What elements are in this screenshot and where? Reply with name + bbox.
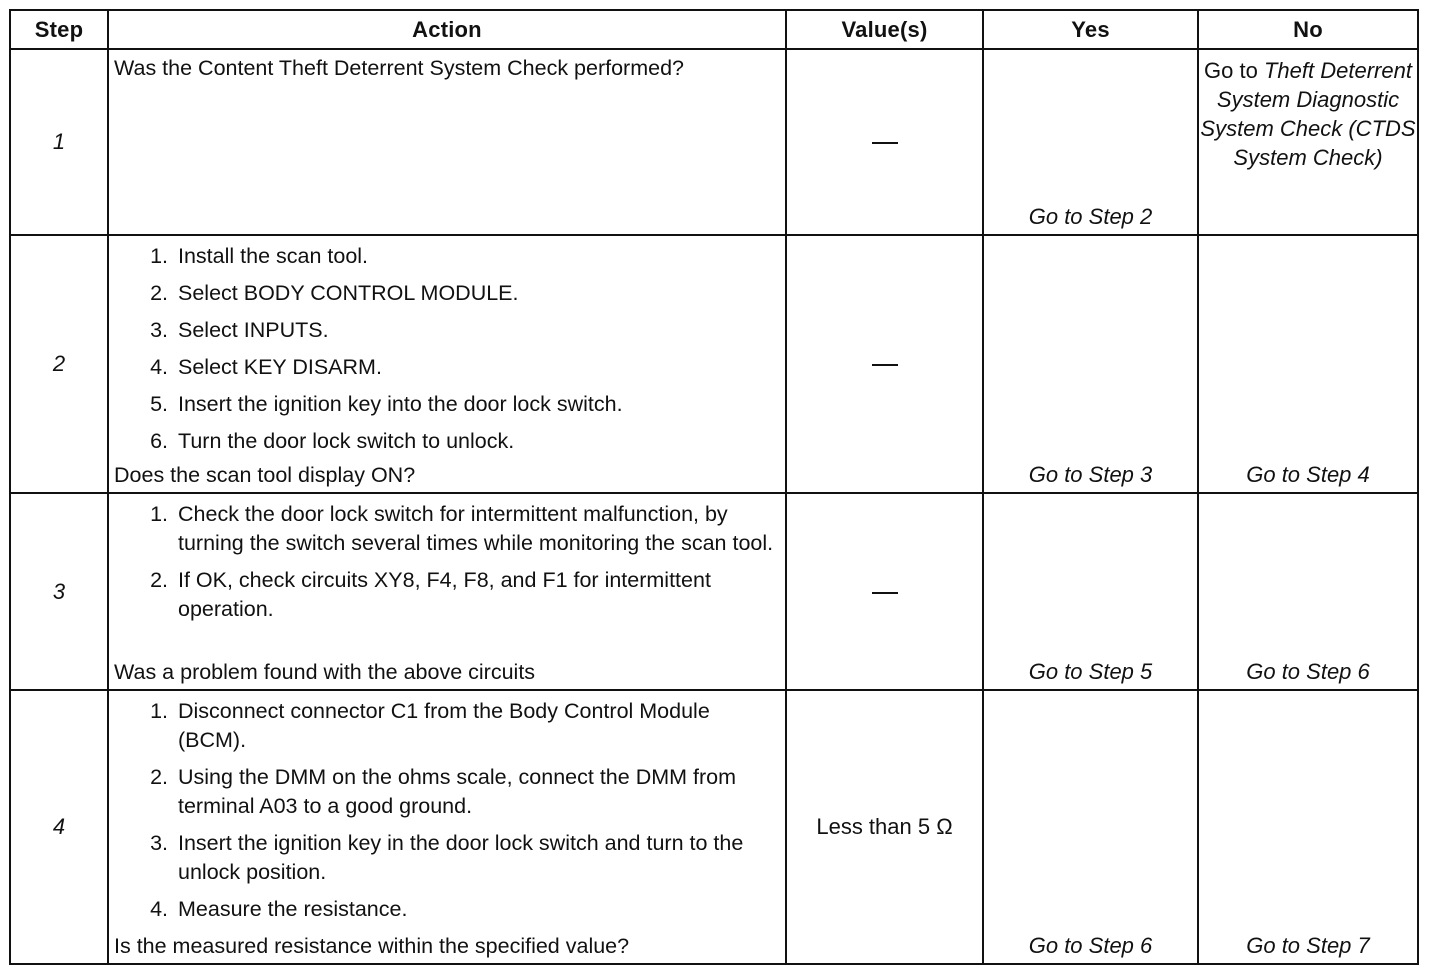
step-number: 1 bbox=[10, 49, 108, 235]
yes-cell bbox=[983, 235, 1198, 493]
value-cell bbox=[786, 235, 983, 493]
list-item: 4. Measure the resistance. bbox=[150, 897, 408, 921]
step-number: 3 bbox=[10, 493, 108, 690]
yes-link[interactable]: Go to Step 3 bbox=[1028, 462, 1153, 487]
step-number: 4 bbox=[10, 690, 108, 964]
header-yes: Yes bbox=[983, 10, 1198, 49]
no-link[interactable]: Go to Step 4 bbox=[1246, 462, 1370, 487]
action-steps bbox=[114, 697, 779, 924]
list-item: 1. Disconnect connector C1 from the Body Control Module (BCM). bbox=[150, 699, 710, 752]
header-no: No bbox=[1198, 10, 1418, 49]
yes-cell bbox=[983, 493, 1198, 690]
header-row bbox=[10, 10, 1418, 49]
no-cell bbox=[1198, 235, 1418, 493]
diagnostic-table bbox=[9, 9, 1419, 965]
list-item: 1. Install the scan tool. bbox=[150, 244, 369, 268]
question-text: Is the measured resistance within the specified value? bbox=[114, 934, 630, 958]
action-text: Was the Content Theft Deterrent System Check performed? bbox=[114, 56, 685, 80]
list-item: 3. Insert the ignition key in the door lock switch and turn to the unlock position. bbox=[150, 831, 744, 884]
action-steps bbox=[114, 500, 779, 624]
value-cell bbox=[786, 493, 983, 690]
yes-link[interactable]: Go to Step 6 bbox=[1028, 933, 1153, 958]
no-cell bbox=[1198, 493, 1418, 690]
table-row bbox=[10, 690, 1418, 964]
table-row bbox=[10, 49, 1418, 235]
yes-cell bbox=[983, 49, 1198, 235]
header-action: Action bbox=[108, 10, 786, 49]
table-row bbox=[10, 493, 1418, 690]
question-text: Was a problem found with the above circuits bbox=[114, 660, 536, 684]
header-values: Value(s) bbox=[786, 10, 983, 49]
value-cell bbox=[786, 49, 983, 235]
list-item: 2. Select BODY CONTROL MODULE. bbox=[150, 281, 519, 305]
no-cell bbox=[1198, 690, 1418, 964]
list-item: 1. Check the door lock switch for intermittent malfunction, by turning the switch several times while monitoring the scan tool. bbox=[150, 502, 774, 555]
question-text: Does the scan tool display ON? bbox=[114, 463, 416, 487]
list-item: 2. Using the DMM on the ohms scale, connect the DMM from terminal A03 to a good ground. bbox=[150, 765, 737, 818]
action-cell bbox=[108, 235, 786, 493]
yes-link[interactable]: Go to Step 5 bbox=[1028, 659, 1153, 684]
dash-mark bbox=[872, 592, 898, 594]
no-prefix: Go to bbox=[1204, 58, 1258, 83]
action-cell bbox=[108, 690, 786, 964]
list-item: 3. Select INPUTS. bbox=[150, 318, 329, 342]
action-cell bbox=[108, 49, 786, 235]
header-step: Step bbox=[10, 10, 108, 49]
action-steps bbox=[114, 242, 779, 456]
yes-link[interactable]: Go to Step 2 bbox=[1028, 204, 1153, 229]
dash-mark bbox=[872, 142, 898, 144]
no-link[interactable]: Theft Deterrent System Diagnostic System Check (CTDS System Check) bbox=[1200, 58, 1416, 170]
value-text: Less than 5 Ω bbox=[816, 814, 953, 839]
list-item: 5. Insert the ignition key into the door lock switch. bbox=[150, 392, 623, 416]
table-row bbox=[10, 235, 1418, 493]
value-cell bbox=[786, 690, 983, 964]
list-item: 2. If OK, check circuits XY8, F4, F8, and F1 for intermittent operation. bbox=[150, 568, 711, 621]
list-item: 4. Select KEY DISARM. bbox=[150, 355, 382, 379]
no-link[interactable]: Go to Step 6 bbox=[1246, 659, 1370, 684]
yes-cell bbox=[983, 690, 1198, 964]
no-link[interactable]: Go to Step 7 bbox=[1246, 933, 1370, 958]
dash-mark bbox=[872, 364, 898, 366]
action-cell bbox=[108, 493, 786, 690]
no-cell bbox=[1198, 49, 1418, 235]
step-number: 2 bbox=[10, 235, 108, 493]
list-item: 6. Turn the door lock switch to unlock. bbox=[150, 429, 515, 453]
